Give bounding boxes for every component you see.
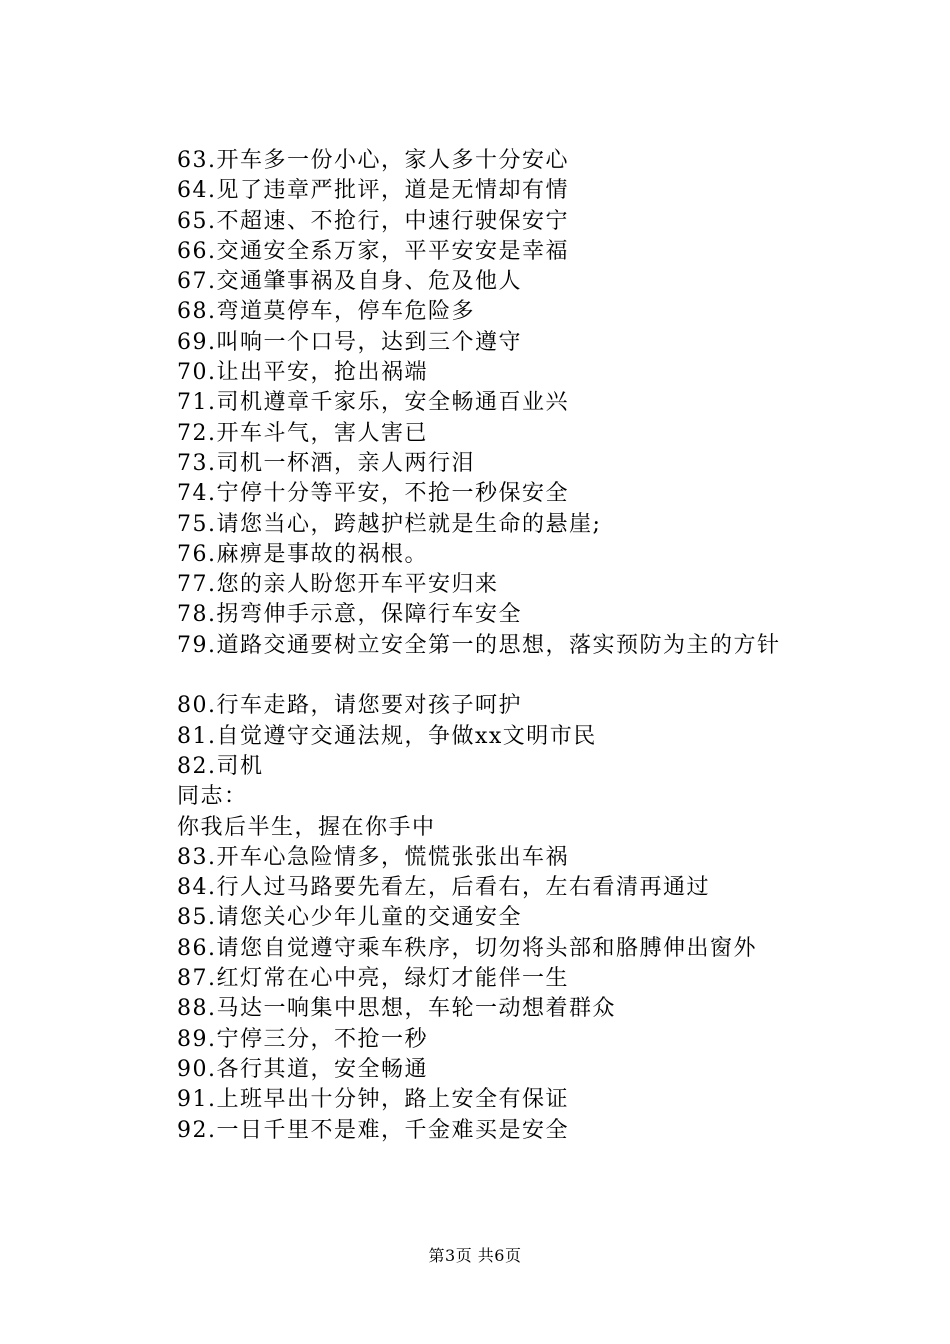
list-item: 77.您的亲人盼您开车平安归来	[177, 572, 499, 598]
list-item: 75.请您当心，跨越护栏就是生命的悬崖;	[177, 511, 602, 537]
list-item: 80.行车走路，请您要对孩子呵护	[177, 693, 522, 719]
list-item: 同志：	[177, 784, 248, 810]
list-item: 79.道路交通要树立安全第一的思想，落实预防为主的方针	[177, 632, 781, 658]
list-item: 82.司机	[177, 753, 264, 779]
list-item: 90.各行其道，安全畅通	[177, 1056, 428, 1082]
list-item: 70.让出平安，抢出祸端	[177, 360, 428, 386]
list-item: 65.不超速、不抢行，中速行驶保安宁	[177, 208, 569, 234]
list-item: 69.叫响一个口号，达到三个遵守	[177, 329, 522, 355]
list-item: 81.自觉遵守交通法规，争做xx文明市民	[177, 723, 597, 749]
list-item: 你我后半生，握在你手中	[177, 814, 436, 840]
list-item: 91.上班早出十分钟，路上安全有保证	[177, 1087, 569, 1113]
list-item: 76.麻痹是事故的祸根。	[177, 541, 428, 567]
list-item: 88.马达一响集中思想，车轮一动想着群众	[177, 996, 616, 1022]
list-item: 83.开车心急险情多，慌慌张张出车祸	[177, 844, 569, 870]
list-item: 72.开车斗气，害人害已	[177, 420, 428, 446]
list-item: 67.交通肇事祸及自身、危及他人	[177, 269, 522, 295]
list-item: 84.行人过马路要先看左，后看右，左右看清再通过	[177, 875, 710, 901]
page-number-footer: 第3页 共6页	[428, 1246, 522, 1265]
list-item: 64.见了违章严批评，道是无情却有情	[177, 178, 569, 204]
list-item: 68.弯道莫停车，停车危险多	[177, 299, 475, 325]
list-item: 89.宁停三分，不抢一秒	[177, 1026, 428, 1052]
blank-line	[177, 661, 877, 691]
list-item: 86.请您自觉遵守乘车秩序，切勿将头部和胳膊伸出窗外	[177, 935, 757, 961]
list-item: 66.交通安全系万家，平平安安是幸福	[177, 238, 569, 264]
list-item: 71.司机遵章千家乐，安全畅通百业兴	[177, 390, 569, 416]
list-item: 92.一日千里不是难，千金难买是安全	[177, 1117, 569, 1143]
list-item: 74.宁停十分等平安，不抢一秒保安全	[177, 481, 569, 507]
list-item: 63.开车多一份小心，家人多十分安心	[177, 148, 569, 173]
list-item: 85.请您关心少年儿童的交通安全	[177, 905, 522, 931]
list-item: 73.司机一杯酒，亲人两行泪	[177, 450, 475, 476]
list-item: 87.红灯常在心中亮，绿灯才能伴一生	[177, 966, 569, 992]
list-item: 78.拐弯伸手示意，保障行车安全	[177, 602, 522, 628]
slogan-list	[177, 146, 877, 1146]
